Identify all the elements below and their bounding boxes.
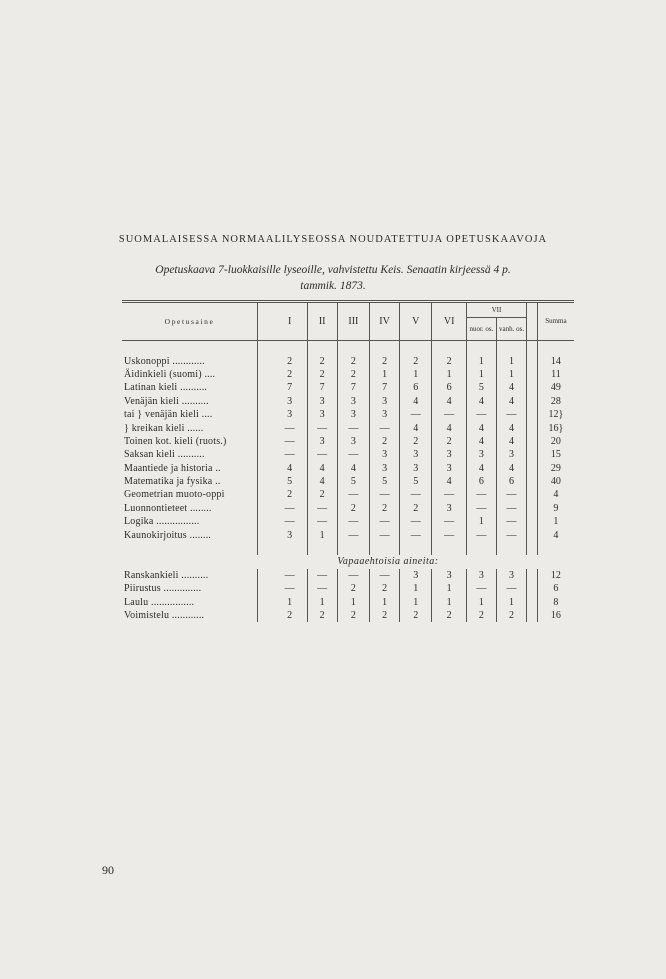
optional-subjects-label: Vapaaehtoisia aineita:: [337, 556, 439, 568]
row-value: 7: [370, 381, 400, 394]
row-value: —: [307, 448, 337, 461]
header-class-5: V: [400, 302, 432, 341]
row-value: —: [337, 528, 369, 541]
row-spacer: [527, 528, 538, 541]
row-sum: 28: [537, 395, 574, 408]
row-sum: 20: [537, 435, 574, 448]
row-value: 2: [287, 368, 293, 380]
row-value: 4: [496, 462, 526, 475]
row-value: 3: [432, 462, 466, 475]
row-value: 1: [287, 596, 293, 608]
row-spacer: [527, 448, 538, 461]
row-subject: Latinan kieli ..........: [124, 382, 208, 394]
header-class-7: VII: [466, 302, 526, 318]
row-value: 4: [287, 462, 293, 474]
table-row: [122, 381, 574, 394]
row-subject: Venäjän kieli ..........: [124, 395, 209, 407]
table-row: [122, 408, 574, 421]
row-value: —: [432, 528, 466, 541]
row-spacer: [527, 435, 538, 448]
row-value: —: [466, 408, 496, 421]
row-subject: Maantiede ja historia ..: [124, 462, 221, 474]
row-value: 3: [496, 569, 526, 582]
row-value: —: [496, 488, 526, 501]
row-value: 3: [307, 435, 337, 448]
row-value: 2: [496, 609, 526, 622]
header-sum: Summa: [537, 302, 574, 341]
row-value: 4: [337, 462, 369, 475]
row-subject: Voimistelu ............: [124, 610, 205, 621]
row-sum: 6: [537, 582, 574, 595]
row-spacer: [258, 368, 273, 381]
row-spacer: [527, 569, 538, 582]
header-class-3: III: [337, 302, 369, 341]
row-sum: 4: [537, 528, 574, 541]
row-subject: Piirustus ..............: [124, 583, 202, 595]
table-row: [122, 515, 574, 528]
table-row: [122, 395, 574, 408]
row-value: 1: [370, 368, 400, 381]
row-sum: 40: [537, 475, 574, 488]
row-sum: 4: [537, 488, 574, 501]
row-value: 4: [307, 462, 337, 475]
row-value: 2: [307, 488, 337, 501]
row-value: 4: [432, 475, 466, 488]
row-value: 3: [400, 462, 432, 475]
row-value: —: [466, 488, 496, 501]
row-sum: 12}: [537, 408, 574, 421]
row-spacer: [527, 395, 538, 408]
row-value: 1: [400, 595, 432, 608]
row-value: 3: [287, 395, 293, 407]
row-subject: Kaunokirjoitus ........: [124, 529, 212, 541]
row-value: 6: [432, 381, 466, 394]
row-value: —: [307, 502, 337, 515]
row-value: 6: [466, 475, 496, 488]
header-class-4: IV: [370, 302, 400, 341]
row-value: 3: [307, 408, 337, 421]
row-value: 3: [337, 435, 369, 448]
row-spacer: [258, 582, 273, 595]
header-vii-young: nuor. os.: [466, 318, 496, 341]
row-value: —: [496, 408, 526, 421]
row-value: 1: [466, 595, 496, 608]
row-value: 1: [307, 528, 337, 541]
table-row: [122, 368, 574, 381]
page-number: 90: [102, 863, 114, 877]
row-value: 2: [370, 435, 400, 448]
row-value: —: [466, 528, 496, 541]
row-value: 4: [466, 435, 496, 448]
row-spacer: [527, 354, 538, 367]
row-subject: Matematika ja fysika ..: [124, 476, 221, 488]
row-sum: 1: [537, 515, 574, 528]
table-row: [122, 569, 574, 582]
row-sum: 8: [537, 595, 574, 608]
row-value: —: [337, 569, 369, 582]
row-value: 2: [400, 502, 432, 515]
row-value: —: [496, 582, 526, 595]
row-value: 1: [466, 515, 496, 528]
row-sum: 29: [537, 462, 574, 475]
table-row: [122, 354, 574, 367]
row-value: 3: [432, 502, 466, 515]
row-value: —: [284, 435, 295, 447]
row-value: 1: [432, 582, 466, 595]
row-value: 2: [337, 368, 369, 381]
row-value: 4: [496, 395, 526, 408]
row-value: 1: [432, 368, 466, 381]
row-value: —: [307, 515, 337, 528]
row-spacer: [258, 395, 273, 408]
row-value: —: [284, 516, 295, 528]
row-subject: } kreikan kieli ......: [124, 422, 204, 434]
row-spacer: [258, 569, 273, 582]
row-value: 2: [287, 610, 293, 621]
table-row: [122, 609, 574, 622]
row-value: 2: [370, 582, 400, 595]
table-row: [122, 435, 574, 448]
row-spacer: [258, 609, 273, 622]
header-vii-old: vanh. os.: [496, 318, 526, 341]
row-value: 3: [432, 448, 466, 461]
row-value: —: [337, 421, 369, 434]
row-value: 2: [432, 435, 466, 448]
row-value: —: [284, 449, 295, 461]
table-row: [122, 595, 574, 608]
row-value: 4: [466, 462, 496, 475]
row-value: —: [370, 515, 400, 528]
row-value: 7: [287, 382, 293, 394]
row-value: 4: [466, 421, 496, 434]
row-value: 2: [307, 354, 337, 367]
row-value: —: [284, 583, 295, 595]
row-value: 3: [370, 408, 400, 421]
row-value: 2: [370, 502, 400, 515]
main-subject-rows: [122, 354, 574, 541]
row-value: —: [284, 569, 295, 581]
row-value: 2: [400, 609, 432, 622]
row-spacer: [527, 381, 538, 394]
row-value: —: [400, 515, 432, 528]
row-value: 1: [370, 595, 400, 608]
row-value: —: [307, 569, 337, 582]
row-value: 2: [370, 354, 400, 367]
row-value: 2: [466, 609, 496, 622]
row-value: —: [496, 528, 526, 541]
row-value: 1: [307, 595, 337, 608]
row-subject: Saksan kieli ..........: [124, 449, 205, 461]
row-sum: 9: [537, 502, 574, 515]
row-spacer: [258, 528, 273, 541]
row-value: —: [370, 569, 400, 582]
row-sum: 15: [537, 448, 574, 461]
row-value: 1: [337, 595, 369, 608]
row-value: 1: [496, 368, 526, 381]
row-value: —: [284, 422, 295, 434]
row-value: 2: [432, 609, 466, 622]
row-value: 1: [432, 595, 466, 608]
row-value: —: [466, 582, 496, 595]
row-value: 4: [432, 395, 466, 408]
subtitle-line-2: tammik. 1873.: [300, 280, 366, 292]
table-row: [122, 488, 574, 501]
row-subject: tai } venäjän kieli ....: [124, 409, 213, 421]
row-value: 2: [337, 502, 369, 515]
row-value: 1: [400, 582, 432, 595]
row-value: 2: [400, 354, 432, 367]
row-spacer: [258, 488, 273, 501]
row-spacer: [258, 435, 273, 448]
row-sum: 49: [537, 381, 574, 394]
row-value: 1: [466, 354, 496, 367]
row-value: 2: [370, 609, 400, 622]
table-row: [122, 582, 574, 595]
row-value: 4: [307, 475, 337, 488]
row-value: —: [370, 528, 400, 541]
table-row: [122, 528, 574, 541]
row-value: 5: [370, 475, 400, 488]
row-value: 3: [370, 448, 400, 461]
row-value: 3: [400, 448, 432, 461]
row-value: —: [337, 488, 369, 501]
optional-subject-rows: [122, 569, 574, 623]
row-subject: Luonnontieteet ........: [124, 502, 212, 514]
row-value: 1: [496, 354, 526, 367]
curriculum-table: [122, 300, 574, 622]
row-value: 2: [400, 435, 432, 448]
row-value: 3: [466, 448, 496, 461]
row-value: 4: [400, 395, 432, 408]
row-spacer: [258, 354, 273, 367]
row-value: —: [432, 488, 466, 501]
row-subject: Logika ................: [124, 516, 200, 528]
row-sum: 16: [537, 609, 574, 622]
row-subject: Laulu ................: [124, 596, 195, 608]
row-spacer: [527, 502, 538, 515]
row-spacer: [527, 582, 538, 595]
row-spacer: [527, 515, 538, 528]
row-value: —: [337, 515, 369, 528]
row-value: 1: [466, 368, 496, 381]
row-spacer: [258, 502, 273, 515]
row-value: 2: [337, 609, 369, 622]
row-value: 4: [496, 381, 526, 394]
row-value: 3: [370, 462, 400, 475]
row-value: —: [496, 515, 526, 528]
row-value: 3: [432, 569, 466, 582]
row-value: —: [432, 515, 466, 528]
row-value: —: [400, 528, 432, 541]
row-subject: Äidinkieli (suomi) ....: [124, 368, 216, 380]
row-value: —: [370, 488, 400, 501]
header-class-2: II: [307, 302, 337, 341]
row-value: 3: [287, 409, 293, 421]
row-spacer: [258, 475, 273, 488]
row-spacer: [527, 462, 538, 475]
row-value: —: [400, 408, 432, 421]
row-value: —: [307, 421, 337, 434]
row-value: 2: [287, 489, 293, 501]
row-value: 2: [307, 368, 337, 381]
row-value: —: [307, 582, 337, 595]
row-spacer: [258, 462, 273, 475]
row-subject: Toinen kot. kieli (ruots.): [124, 435, 227, 447]
row-value: —: [370, 421, 400, 434]
row-spacer: [527, 368, 538, 381]
page-title: SUOMALAISESSA NORMAALILYSEOSSA NOUDATETTUJA OPETUSKAAVOJA: [118, 234, 548, 245]
row-value: 6: [400, 381, 432, 394]
row-value: 3: [370, 395, 400, 408]
row-value: 4: [466, 395, 496, 408]
row-value: —: [466, 502, 496, 515]
header-subject: Opetusaine: [122, 302, 258, 341]
row-value: 7: [337, 381, 369, 394]
table-row: [122, 448, 574, 461]
row-subject: Geometrian muoto-oppi: [124, 489, 225, 501]
row-value: 3: [307, 395, 337, 408]
row-value: —: [284, 502, 295, 514]
row-value: 3: [337, 395, 369, 408]
row-value: 1: [400, 368, 432, 381]
row-value: 4: [496, 435, 526, 448]
row-spacer: [258, 515, 273, 528]
row-spacer: [258, 381, 273, 394]
row-subject: Ranskankieli ..........: [124, 569, 209, 581]
subtitle-line-1: Opetuskaava 7-luokkaisille lyseoille, vahvistettu Keis. Senaatin kirjeessä 4 p.: [155, 264, 511, 276]
row-value: 5: [466, 381, 496, 394]
row-value: —: [400, 488, 432, 501]
row-spacer: [258, 448, 273, 461]
row-spacer: [527, 408, 538, 421]
row-value: 2: [307, 609, 337, 622]
row-value: 5: [337, 475, 369, 488]
table-row: [122, 502, 574, 515]
header-class-1: I: [273, 302, 307, 341]
row-value: 2: [337, 354, 369, 367]
table-row: [122, 421, 574, 434]
row-value: 3: [287, 529, 293, 541]
row-value: 3: [400, 569, 432, 582]
row-spacer: [258, 595, 273, 608]
row-value: 4: [432, 421, 466, 434]
row-value: 2: [287, 355, 293, 367]
row-value: 4: [496, 421, 526, 434]
row-value: —: [496, 502, 526, 515]
row-value: 1: [496, 595, 526, 608]
row-value: 7: [307, 381, 337, 394]
row-value: —: [337, 448, 369, 461]
row-spacer: [258, 408, 273, 421]
row-spacer: [258, 421, 273, 434]
row-spacer: [527, 488, 538, 501]
row-value: —: [432, 408, 466, 421]
row-sum: 16}: [537, 421, 574, 434]
row-value: 3: [496, 448, 526, 461]
row-sum: 11: [537, 368, 574, 381]
row-spacer: [527, 475, 538, 488]
row-value: 2: [337, 582, 369, 595]
row-sum: 12: [537, 569, 574, 582]
row-spacer: [527, 609, 538, 622]
row-value: 5: [400, 475, 432, 488]
page-subtitle: [110, 262, 556, 294]
row-value: 3: [466, 569, 496, 582]
row-spacer: [527, 595, 538, 608]
row-value: 6: [496, 475, 526, 488]
row-value: 4: [400, 421, 432, 434]
row-value: 3: [337, 408, 369, 421]
header-class-6: VI: [432, 302, 466, 341]
row-spacer: [527, 421, 538, 434]
row-value: 2: [432, 354, 466, 367]
row-value: 5: [287, 476, 293, 488]
table-row: [122, 475, 574, 488]
table-row: [122, 462, 574, 475]
row-sum: 14: [537, 354, 574, 367]
row-subject: Uskonoppi ............: [124, 355, 205, 367]
